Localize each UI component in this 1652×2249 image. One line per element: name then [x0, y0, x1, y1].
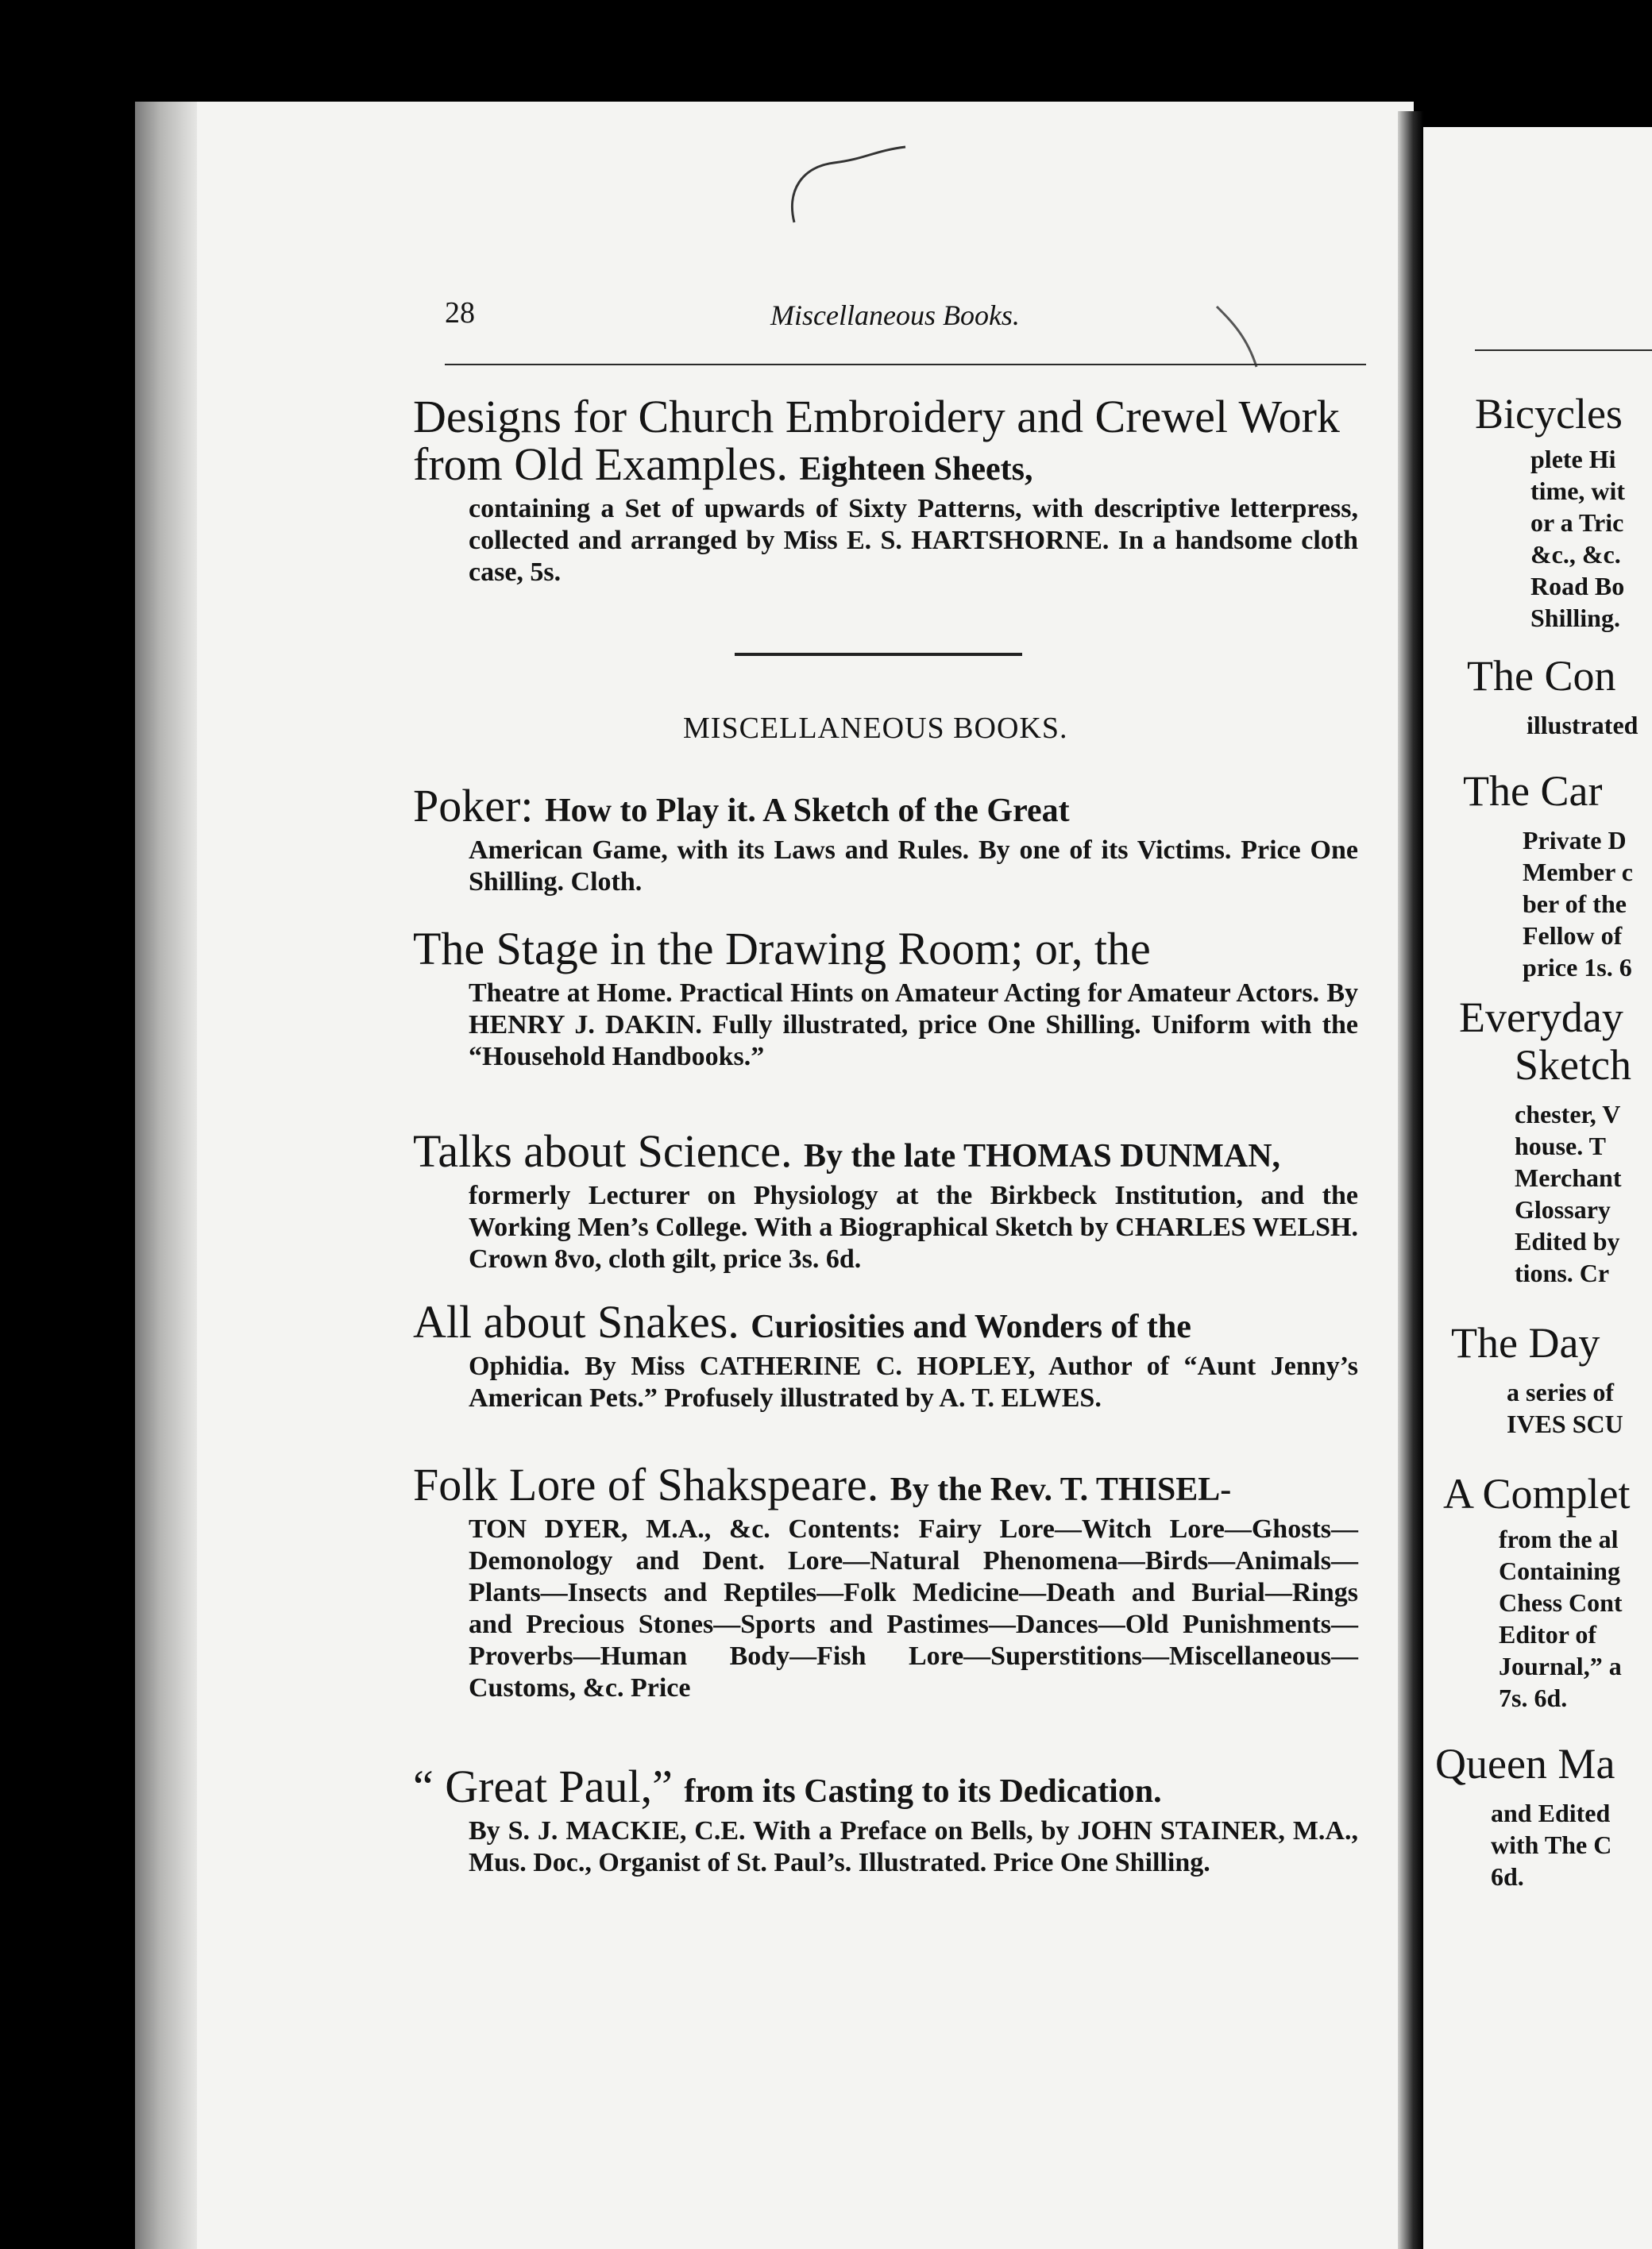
- fragment-line: from the al: [1499, 1525, 1619, 1553]
- entry-title: All about Snakes.: [413, 1296, 739, 1348]
- fragment-line: The Day: [1451, 1319, 1600, 1367]
- header-rule: [1475, 349, 1652, 351]
- fragment-line: Journal,” a: [1499, 1652, 1622, 1680]
- entry-lead: How to Play it. A Sketch of the Great: [544, 793, 1070, 829]
- book-entry: [413, 1461, 1358, 1704]
- fragment-line: Merchant: [1515, 1163, 1622, 1192]
- fragment-line: or a Tric: [1530, 508, 1624, 537]
- fragment-line: Everyday: [1459, 993, 1623, 1041]
- book-entry: [413, 782, 1358, 898]
- entry-body: containing a Set of upwards of Sixty Patterns, with descriptive letterpress, collected and arranged by Miss E. S. HARTSHORNE. In a handsome cloth case, 5s.: [469, 494, 1358, 587]
- right-page: [1423, 127, 1652, 2249]
- book-entry: [413, 393, 1358, 588]
- fragment-line: Queen Ma: [1435, 1740, 1615, 1788]
- entry-body: formerly Lecturer on Physiology at the Birkbeck Institution, and the Working Men’s College. With a Biographical Sketch by CHARLES WELSH. Crown 8vo, cloth gilt, price 3s. 6d.: [469, 1181, 1358, 1274]
- entry-body: TON DYER, M.A., &c. Contents: Fairy Lore—Witch Lore—Ghosts—Demonology and Dent. Lore—Natural Phenomena—Birds—Animals—Plants—Insects and Reptiles—Folk Medicine—Death and Burial—Rings and Precious Stones—Sports and Pastimes—Dances—Old Punishments—Proverbs—Human Body—Fish Lore—Superstitions—Miscellaneous—Customs, &c. Price: [469, 1514, 1358, 1703]
- running-head: Miscellaneous Books.: [770, 299, 1020, 331]
- page-number: 28: [445, 296, 475, 330]
- section-heading: MISCELLANEOUS BOOKS.: [683, 712, 1068, 745]
- fragment-line: 7s. 6d.: [1499, 1684, 1568, 1712]
- fragment-line: The Car: [1463, 767, 1603, 815]
- entry-title: Designs for Church Embroidery and Crewel Work from Old Examples.: [413, 391, 1340, 490]
- fragment-line: house. T: [1515, 1132, 1607, 1160]
- entry-lead: Curiosities and Wonders of the: [751, 1309, 1191, 1345]
- fragment-line: a series of: [1507, 1378, 1615, 1406]
- fragment-line: Editor of: [1499, 1620, 1596, 1649]
- page-header: [445, 295, 1366, 335]
- fragment-line: plete Hi: [1530, 445, 1616, 473]
- entry-title: The Stage in the Drawing Room; or, the: [413, 923, 1151, 974]
- book-gutter: [1398, 111, 1423, 2249]
- fragment-line: Fellow of: [1523, 921, 1623, 950]
- entry-lead: By the Rev. T. THISEL-: [890, 1472, 1232, 1508]
- page-edge-shadow: [135, 102, 197, 2249]
- fragment-line: price 1s. 6: [1523, 953, 1632, 982]
- fragment-line: IVES SCU: [1507, 1410, 1623, 1438]
- entry-body: American Game, with its Laws and Rules. By one of its Victims. Price One Shilling. Cloth.: [469, 835, 1358, 897]
- entry-title: Talks about Science.: [413, 1125, 793, 1177]
- fragment-line: illustrated: [1527, 711, 1638, 739]
- book-entry: [413, 1763, 1358, 1879]
- entry-body: Ophidia. By Miss CATHERINE C. HOPLEY, Author of “Aunt Jenny’s American Pets.” Profusely illustrated by A. T. ELWES.: [469, 1352, 1358, 1413]
- fragment-line: and Edited: [1491, 1799, 1611, 1827]
- book-entry: [413, 1298, 1358, 1414]
- fragment-line: Sketch: [1515, 1041, 1631, 1089]
- fragment-line: Glossary: [1515, 1195, 1611, 1224]
- entry-lead: By the late THOMAS DUNMAN,: [804, 1138, 1281, 1175]
- entry-body: Theatre at Home. Practical Hints on Amateur Acting for Amateur Actors. By HENRY J. DAKIN. Fully illustrated, price One Shilling. Uniform with the “Household Handbooks.”: [469, 978, 1358, 1071]
- fragment-line: Containing: [1499, 1557, 1620, 1585]
- fragment-line: Shilling.: [1530, 604, 1620, 632]
- fragment-line: 6d.: [1491, 1862, 1524, 1891]
- fragment-line: with The C: [1491, 1830, 1612, 1859]
- fragment-line: Chess Cont: [1499, 1588, 1623, 1617]
- fragment-line: Edited by: [1515, 1227, 1620, 1256]
- entry-lead: Eighteen Sheets,: [799, 451, 1033, 488]
- fragment-line: chester, V: [1515, 1100, 1621, 1128]
- entry-title: Folk Lore of Shakspeare.: [413, 1459, 879, 1510]
- entry-lead: from its Casting to its Dedication.: [684, 1773, 1162, 1810]
- header-rule: [445, 364, 1366, 365]
- fragment-line: A Complet: [1443, 1470, 1631, 1518]
- fragment-line: The Con: [1467, 652, 1616, 700]
- fragment-line: ber of the: [1523, 889, 1627, 918]
- fragment-line: Bicycles: [1475, 390, 1623, 438]
- fragment-line: &c., &c.: [1530, 540, 1621, 569]
- fragment-line: tions. Cr: [1515, 1259, 1610, 1287]
- pencil-mark: [786, 143, 929, 230]
- fragment-line: Member c: [1523, 858, 1633, 886]
- book-entry: [413, 1125, 1358, 1275]
- entry-body: By S. J. MACKIE, C.E. With a Preface on Bells, by JOHN STAINER, M.A., Mus. Doc., Organist of St. Paul’s. Illustrated. Price One Shilling.: [469, 1816, 1358, 1877]
- fragment-line: Road Bo: [1530, 572, 1625, 600]
- entry-title: Poker:: [413, 780, 534, 831]
- entry-title: “ Great Paul,”: [413, 1761, 673, 1812]
- fragment-line: Private D: [1523, 826, 1627, 854]
- section-rule: [735, 653, 1022, 656]
- book-entry: [413, 925, 1358, 1073]
- fragment-line: time, wit: [1530, 476, 1626, 505]
